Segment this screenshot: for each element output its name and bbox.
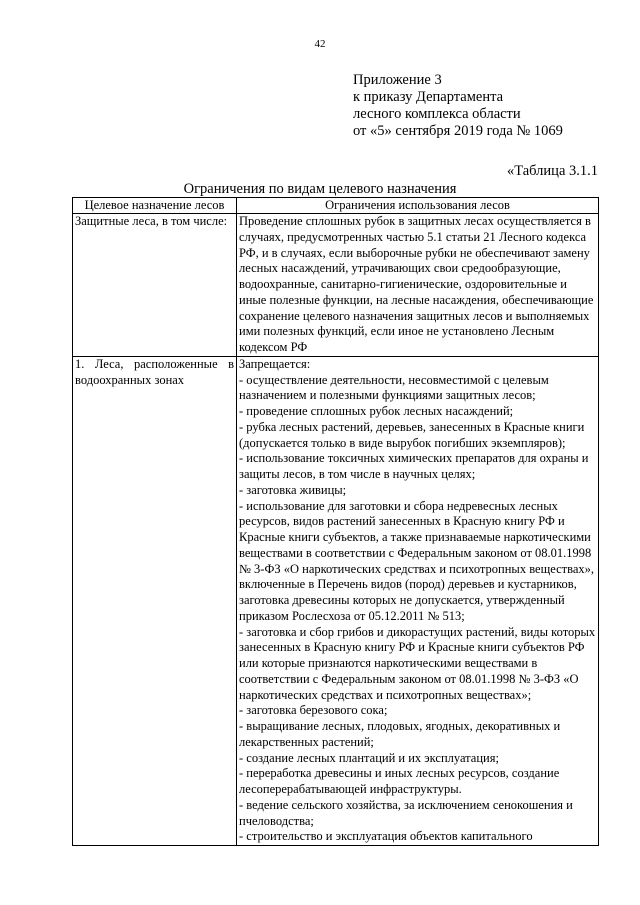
table-row xyxy=(73,356,599,845)
restriction-text: - ведение сельского хозяйства, за исключением сенокошения и пчеловодства; xyxy=(239,797,573,828)
restriction-text: Проведение сплошных рубок в защитных лесах осуществляется в случаях, предусмотренных частью 5.1 статьи 21 Лесного кодекса РФ, и в случаях, если выборочные рубки не обеспечивают замену лесных насаждений, утрачивающих свои средообразующие, водоохранные, санитарно-гигиенические, оздоровительные и иные полезные функции, на лесные насаждения, обеспечивающие сохранение целевого назначения защитных лесов и выполняемых ими полезных функций, если иное не установлено Лесным кодексом РФ xyxy=(239,214,594,354)
restriction-text: - использование токсичных химических препаратов для охраны и защиты лесов, в том числе в научных целях; xyxy=(239,451,589,481)
restrictions-cell xyxy=(237,214,599,357)
restriction-text: Запрещается: xyxy=(239,356,311,371)
page-number: 42 xyxy=(314,38,326,50)
restriction-text: - создание лесных плантаций и их эксплуатация; xyxy=(239,750,499,765)
restriction-text: - переработка древесины и иных лесных ресурсов, создание лесоперерабатывающей инфраструктуры. xyxy=(239,766,560,796)
table-header-row xyxy=(73,198,599,214)
restrictions-cell xyxy=(237,356,599,845)
restriction-text: - строительство и эксплуатация объектов капитального xyxy=(239,829,533,844)
table-title: Ограничения по видам целевого назначения xyxy=(183,181,457,197)
appendix-line: лесного комплекса области xyxy=(353,106,521,122)
restriction-text: - заготовка живицы; xyxy=(239,482,347,497)
restriction-text: - рубка лесных растений, деревьев, занесенных в Красные книги (допускается только в виде вырубок погибших экземпляров); xyxy=(239,419,585,450)
purpose-cell: Защитные леса, в том числе: xyxy=(73,214,237,357)
appendix-block xyxy=(353,72,563,140)
table-label: «Таблица 3.1.1 xyxy=(506,163,598,179)
header-purpose: Целевое назначение лесов xyxy=(73,198,237,214)
restriction-text: - использование для заготовки и сбора недревесных лесных ресурсов, видов растений занесенных в Красную книгу РФ и Красные книги субъектов, а также признаваемые наркотическими веществами в соответствии с Федеральным законом от 08.01.1998 № 3-ФЗ «О наркотических средствах и психотропных веществах», включенные в Перечень видов (пород) деревьев и кустарников, заготовка древесины которых не допускается, утвержденный приказом Рослесхоза от 05.12.2011 № 513; xyxy=(239,498,594,623)
restriction-text: - осуществление деятельности, несовместимой с целевым назначением и полезными функциями защитных лесов; xyxy=(239,372,549,403)
restriction-text: - проведение сплошных рубок лесных насаждений; xyxy=(239,404,514,418)
table-row xyxy=(73,214,599,357)
appendix-line: к приказу Департамента xyxy=(353,89,504,105)
header-restrictions: Ограничения использования лесов xyxy=(237,198,599,214)
appendix-line: от «5» сентября 2019 года № 1069 xyxy=(353,123,563,139)
restriction-text: - заготовка и сбор грибов и дикорастущих растений, виды которых занесенных в Красную книгу РФ и Красные книги субъектов РФ или которые признаются наркотическими веществами в соответствии с Федеральным законом от 08.01.1998 № 3-ФЗ «О наркотических средствах и психотропных веществах»; xyxy=(239,624,596,702)
restriction-text: - заготовка березового сока; xyxy=(239,703,388,718)
restrictions-table xyxy=(72,197,599,846)
purpose-cell: 1. Леса, расположенные в водоохранных зонах xyxy=(73,356,237,845)
appendix-line: Приложение 3 xyxy=(353,72,442,88)
restriction-text: - выращивание лесных, плодовых, ягодных, декоративных и лекарственных растений; xyxy=(239,719,561,749)
